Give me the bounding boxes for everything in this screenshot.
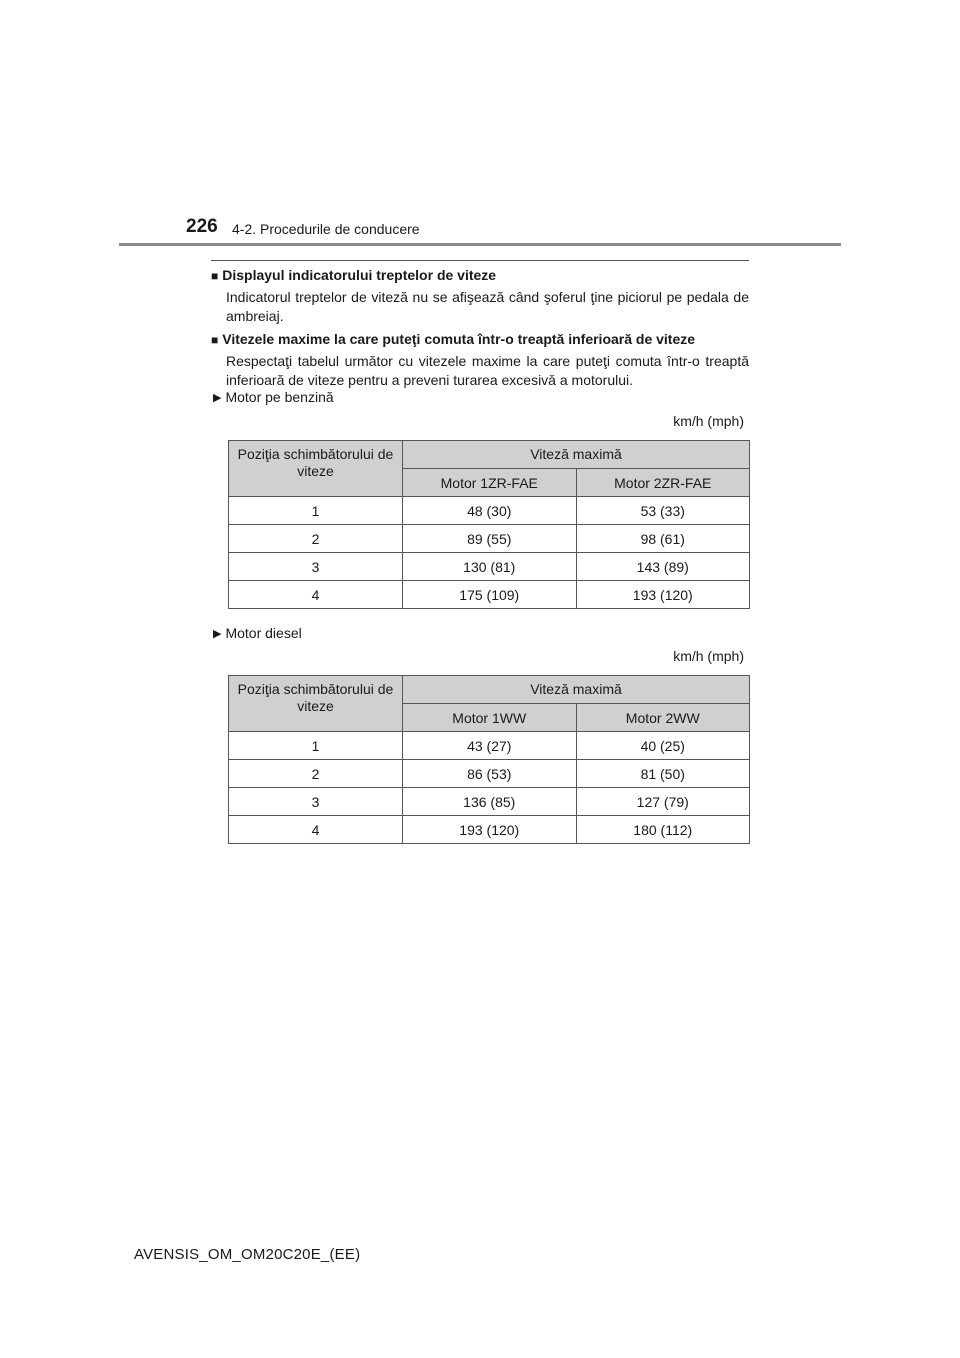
table-row [229,788,750,816]
table-row [229,497,750,525]
table-row [229,816,750,844]
table-label [213,389,334,405]
speed-cell: 98 (61) [576,525,750,553]
engine-header: Motor 2WW [576,704,750,732]
gear-position-header: Poziţia schimbătorului de viteze [229,676,403,732]
triangle-bullet-icon: ▶ [213,392,222,404]
speed-table-petrol [228,440,750,609]
speed-cell: 86 (53) [403,760,577,788]
speed-cell: 136 (85) [403,788,577,816]
max-speed-header: Viteză maximă [403,441,750,469]
gear-cell: 2 [229,760,403,788]
section-title: Displayul indicatorului treptelor de viteze [222,267,497,283]
gear-cell: 2 [229,525,403,553]
speed-cell: 193 (120) [403,816,577,844]
gear-cell: 3 [229,553,403,581]
speed-cell: 127 (79) [576,788,750,816]
section-rule [211,260,749,261]
speed-cell: 143 (89) [576,553,750,581]
table-label-text: Motor diesel [225,625,302,641]
square-bullet-icon: ■ [211,333,219,347]
engine-header: Motor 1ZR-FAE [403,469,577,497]
table-label [213,625,302,641]
engine-header: Motor 1WW [403,704,577,732]
engine-header: Motor 2ZR-FAE [576,469,750,497]
section-text: Respectaţi tabelul următor cu vitezele maxime la care puteţi comuta într-o treaptă inferioară de viteze pentru a preveni turarea excesivă a motorului. [226,353,749,388]
speed-cell: 175 (109) [403,581,577,609]
gear-cell: 4 [229,816,403,844]
section-heading [211,266,749,286]
triangle-bullet-icon: ▶ [213,628,222,640]
speed-cell: 193 (120) [576,581,750,609]
gear-position-header: Poziţia schimbătorului de viteze [229,441,403,497]
table-row [229,581,750,609]
table-label-text: Motor pe benzină [225,389,334,405]
content [211,266,749,390]
section-text: Indicatorul treptelor de viteză nu se afişează când şoferul ţine piciorul pe pedala de ambreiaj. [226,289,749,324]
gear-cell: 3 [229,788,403,816]
max-speed-header: Viteză maximă [403,676,750,704]
gear-cell: 1 [229,732,403,760]
header-rule [119,243,841,246]
unit-label: km/h (mph) [673,413,744,429]
table-row [229,553,750,581]
speed-table-diesel [228,675,750,844]
gear-cell: 1 [229,497,403,525]
gear-cell: 4 [229,581,403,609]
speed-cell: 130 (81) [403,553,577,581]
speed-cell: 81 (50) [576,760,750,788]
page-number: 226 [186,216,218,237]
speed-cell: 89 (55) [403,525,577,553]
speed-cell: 48 (30) [403,497,577,525]
unit-label: km/h (mph) [673,648,744,664]
speed-cell: 43 (27) [403,732,577,760]
speed-cell: 40 (25) [576,732,750,760]
section-title: Vitezele maxime la care puteţi comuta într-o treaptă inferioară de viteze [222,331,696,347]
document-code: AVENSIS_OM_OM20C20E_(EE) [134,1246,361,1263]
section-heading [211,330,749,350]
table-row [229,732,750,760]
chapter-title: 4-2. Procedurile de conducere [232,221,420,237]
table-row [229,760,750,788]
table-row [229,525,750,553]
speed-cell: 180 (112) [576,816,750,844]
speed-cell: 53 (33) [576,497,750,525]
square-bullet-icon: ■ [211,269,219,283]
